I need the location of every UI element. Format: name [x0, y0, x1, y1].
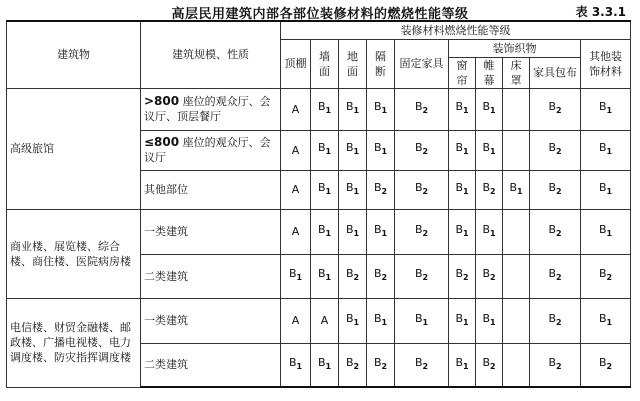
header-drape: 帷幕 — [476, 57, 503, 88]
header-decorative-textiles: 装饰织物 — [449, 39, 581, 57]
header-building: 建筑物 — [7, 21, 141, 88]
table-row — [7, 209, 631, 254]
grade-cell: $B_2$ — [530, 343, 581, 387]
grade-cell: $B_1$ — [449, 298, 476, 343]
scale-cell: >800 座位的观众厅、会议厅、顶层餐厅 — [141, 88, 281, 130]
header-partition: 隔断 — [367, 39, 395, 88]
grade-cell: $B_2$ — [476, 254, 503, 298]
header-scale: 建筑规模、性质 — [141, 21, 281, 88]
grade-cell: $B_1$ — [339, 170, 367, 209]
grade-cell: $B_1$ — [311, 343, 339, 387]
grade-cell: $B_2$ — [339, 254, 367, 298]
grade-cell: $B_1$ — [581, 130, 631, 170]
building-type-cell: 高级旅馆 — [7, 88, 141, 209]
grade-cell: $B_1$ — [339, 298, 367, 343]
grade-cell: $B_1$ — [503, 170, 530, 209]
seat-threshold: >800 — [144, 94, 180, 108]
table-number: 表 3.3.1 — [575, 5, 626, 19]
grade-cell: A — [281, 298, 311, 343]
grade-cell: $B_2$ — [367, 343, 395, 387]
scale-cell: 其他部位 — [141, 170, 281, 209]
scale-cell: 二类建筑 — [141, 343, 281, 387]
grade-cell: $B_1$ — [367, 209, 395, 254]
grade-cell: $B_2$ — [476, 170, 503, 209]
grade-cell: $B_2$ — [395, 130, 449, 170]
grade-cell: $B_1$ — [339, 130, 367, 170]
grade-cell: $B_2$ — [367, 170, 395, 209]
grade-cell: $B_1$ — [581, 298, 631, 343]
seat-threshold: ≤800 — [144, 135, 180, 149]
building-type-cell: 电信楼、财贸金融楼、邮政楼、广播电视楼、电力调度楼、防灾指挥调度楼 — [7, 298, 141, 387]
grade-cell: $B_2$ — [530, 254, 581, 298]
grade-cell: $B_2$ — [395, 88, 449, 130]
header-fixed-furniture: 固定家具 — [395, 39, 449, 88]
grade-cell: $B_1$ — [581, 88, 631, 130]
grade-cell: $B_2$ — [530, 88, 581, 130]
header-wall: 墙面 — [311, 39, 339, 88]
grade-cell: A — [281, 170, 311, 209]
grade-cell — [503, 130, 530, 170]
header-ceiling: 顶棚 — [281, 39, 311, 88]
grade-cell: $B_1$ — [395, 298, 449, 343]
grade-cell: $B_2$ — [395, 209, 449, 254]
grade-cell: A — [311, 298, 339, 343]
header-bedspread: 床罩 — [503, 57, 530, 88]
grade-cell: $B_1$ — [449, 130, 476, 170]
grade-cell — [503, 209, 530, 254]
grade-cell: $B_1$ — [311, 254, 339, 298]
grade-cell: $B_1$ — [311, 170, 339, 209]
grade-cell: $B_1$ — [281, 254, 311, 298]
grade-cell: $B_2$ — [530, 298, 581, 343]
fire-rating-table — [6, 20, 631, 388]
grade-cell: $B_2$ — [339, 343, 367, 387]
grade-cell: $B_2$ — [449, 254, 476, 298]
header-curtain: 窗帘 — [449, 57, 476, 88]
grade-cell: $B_2$ — [367, 254, 395, 298]
grade-cell — [503, 298, 530, 343]
scale-cell: 一类建筑 — [141, 298, 281, 343]
header-furniture-cover: 家具包布 — [530, 57, 581, 88]
grade-cell: $B_1$ — [449, 170, 476, 209]
grade-cell: $B_1$ — [367, 88, 395, 130]
header-material-grade: 装修材料燃烧性能等级 — [281, 21, 631, 39]
grade-cell: $B_1$ — [311, 130, 339, 170]
grade-cell: $B_1$ — [311, 88, 339, 130]
grade-cell: $B_1$ — [281, 343, 311, 387]
grade-cell: $B_1$ — [476, 88, 503, 130]
grade-cell: $B_1$ — [476, 298, 503, 343]
grade-cell: A — [281, 209, 311, 254]
grade-cell — [503, 343, 530, 387]
grade-cell: $B_2$ — [395, 343, 449, 387]
scale-cell: 一类建筑 — [141, 209, 281, 254]
grade-cell: $B_2$ — [530, 130, 581, 170]
table-row — [7, 88, 631, 130]
grade-cell: $B_1$ — [581, 209, 631, 254]
grade-cell: $B_2$ — [476, 343, 503, 387]
grade-cell: $B_1$ — [339, 209, 367, 254]
grade-cell: $B_1$ — [449, 209, 476, 254]
building-type-cell: 商业楼、展览楼、综合楼、商住楼、医院病房楼 — [7, 209, 141, 298]
grade-cell: $B_2$ — [530, 209, 581, 254]
table-body — [7, 88, 631, 387]
grade-cell: $B_2$ — [581, 343, 631, 387]
header-other-materials: 其他装饰材料 — [581, 39, 631, 88]
table-row — [7, 298, 631, 343]
grade-cell: $B_1$ — [367, 298, 395, 343]
grade-cell: $B_1$ — [581, 170, 631, 209]
grade-cell: A — [281, 88, 311, 130]
grade-cell: $B_1$ — [339, 88, 367, 130]
header-floor: 地面 — [339, 39, 367, 88]
grade-cell: $B_1$ — [311, 209, 339, 254]
grade-cell: $B_1$ — [476, 209, 503, 254]
scale-cell: 二类建筑 — [141, 254, 281, 298]
scale-cell: ≤800 座位的观众厅、会议厅 — [141, 130, 281, 170]
grade-cell: $B_1$ — [449, 88, 476, 130]
grade-cell: A — [281, 130, 311, 170]
grade-cell: $B_1$ — [367, 130, 395, 170]
grade-cell: $B_2$ — [530, 170, 581, 209]
grade-cell: $B_2$ — [395, 170, 449, 209]
grade-cell — [503, 254, 530, 298]
grade-cell: $B_1$ — [449, 343, 476, 387]
grade-cell: $B_1$ — [476, 130, 503, 170]
table-title: 高层民用建筑内部各部位装修材料的燃烧性能等级 — [171, 7, 469, 22]
grade-cell — [503, 88, 530, 130]
grade-cell: $B_2$ — [581, 254, 631, 298]
grade-cell: $B_2$ — [395, 254, 449, 298]
